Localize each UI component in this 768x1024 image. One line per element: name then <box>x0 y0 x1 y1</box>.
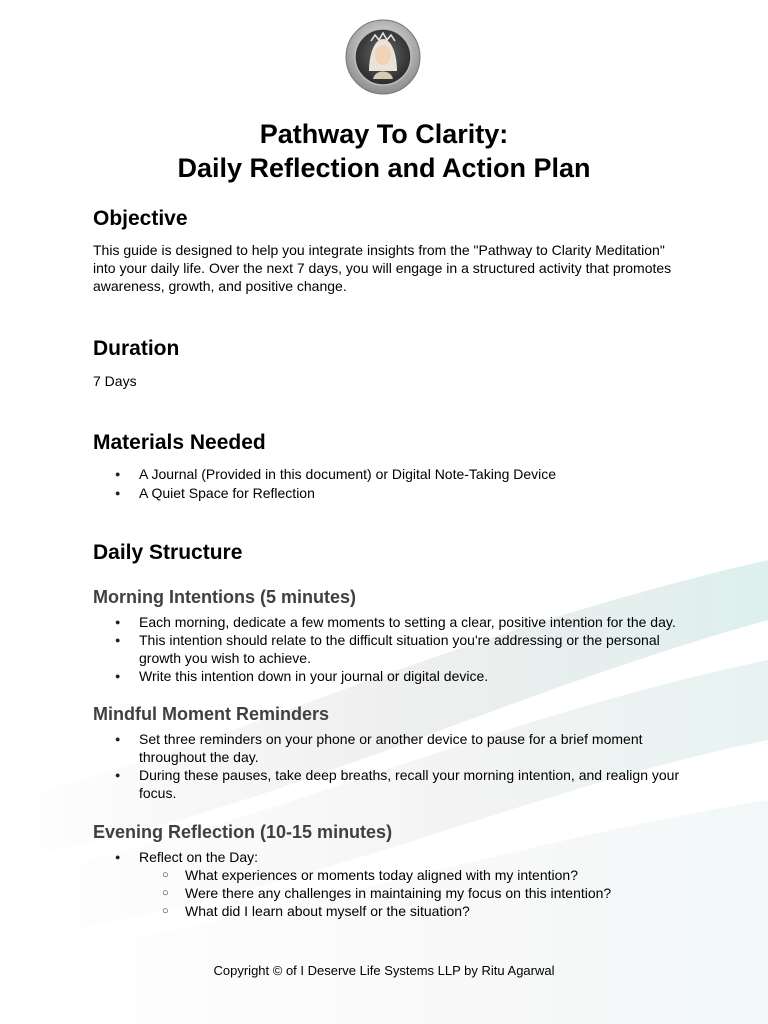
duration-section <box>93 336 683 390</box>
materials-section <box>93 430 683 502</box>
morning-intentions-list <box>93 613 683 685</box>
objective-heading: Objective <box>93 207 188 230</box>
evening-questions-list <box>139 866 683 920</box>
daily-structure-section <box>93 540 683 920</box>
evening-reflection-list <box>93 848 683 920</box>
list-item: ● Set three reminders on your phone or another device to pause for a brief moment throughout the day. <box>93 730 683 766</box>
copyright-footer: Copyright © of I Deserve Life Systems LLP by Ritu Agarwal <box>213 963 555 978</box>
daily-structure-heading: Daily Structure <box>93 541 243 564</box>
sub-list-item: ○ What did I learn about myself or the situation? <box>139 902 683 920</box>
list-item: ● A Quiet Space for Reflection <box>93 484 683 502</box>
list-item: ● During these pauses, take deep breaths, recall your morning intention, and realign your focus. <box>93 766 683 802</box>
morning-intentions-heading: Morning Intentions (5 minutes) <box>93 587 356 607</box>
list-item-text: Reflect on the Day: <box>139 849 259 865</box>
objective-section <box>93 206 683 295</box>
materials-list <box>93 465 683 502</box>
objective-text: This guide is designed to help you integrate insights from the "Pathway to Clarity Meditation" into your daily life. Over the next 7 days, you will engage in a structured activity that promotes awareness, growth, and positive change. <box>93 242 672 294</box>
list-item: ● This intention should relate to the difficult situation you're addressing or the personal growth you wish to achieve. <box>93 631 683 667</box>
list-item: ● Each morning, dedicate a few moments to setting a clear, positive intention for the day. <box>93 613 683 631</box>
list-item: ● Write this intention down in your journal or digital device. <box>93 667 683 685</box>
duration-value: 7 Days <box>93 373 137 389</box>
document-body <box>93 206 683 920</box>
duration-heading: Duration <box>93 337 180 360</box>
title-line-2: Daily Reflection and Action Plan <box>177 153 591 183</box>
list-item <box>93 848 683 920</box>
title-line-1: Pathway To Clarity: <box>259 119 509 149</box>
mindful-reminders-list <box>93 730 683 802</box>
mindful-reminders-heading: Mindful Moment Reminders <box>93 704 330 724</box>
list-item: ● A Journal (Provided in this document) or Digital Note-Taking Device <box>93 465 683 483</box>
materials-heading: Materials Needed <box>93 431 266 454</box>
sub-list-item: ○ What experiences or moments today aligned with my intention? <box>139 866 683 884</box>
logo-badge <box>345 19 421 95</box>
sub-list-item: ○ Were there any challenges in maintaining my focus on this intention? <box>139 884 683 902</box>
evening-reflection-heading: Evening Reflection (10-15 minutes) <box>93 822 393 842</box>
page-title <box>0 117 768 185</box>
